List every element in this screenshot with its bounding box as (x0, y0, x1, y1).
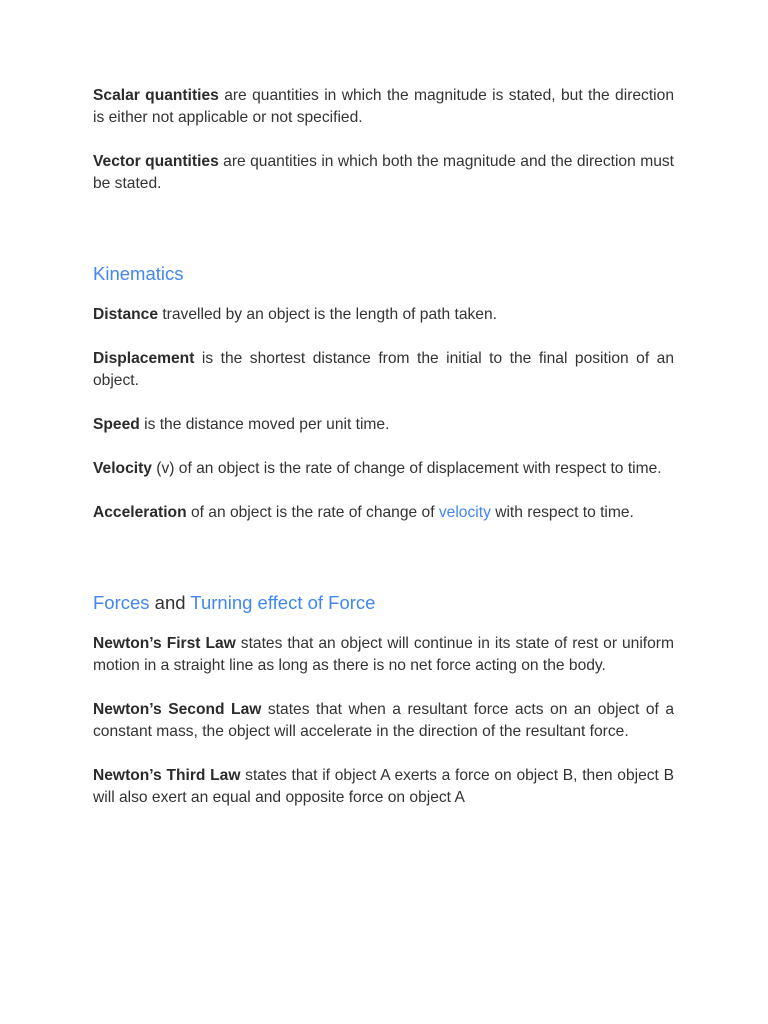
second-law-term: Newton’s Second Law (93, 701, 262, 718)
speed-text: is the distance moved per unit time. (139, 416, 390, 433)
second-law-text: states that when a resultant force acts on an object of a constant mass, the object will accelerate in the direction of the resultant force. (93, 701, 675, 740)
vector-term: Vector quantities (93, 153, 219, 170)
speed-definition (93, 414, 674, 436)
distance-term: Distance (93, 306, 159, 323)
velocity-text: (v) of an object is the rate of change of displacement with respect to time. (151, 460, 662, 477)
velocity-link[interactable]: velocity (438, 504, 491, 521)
vector-text: are quantities in which both the magnitude and the direction must be stated. (93, 153, 674, 192)
second-law-definition (93, 699, 674, 743)
first-law-term: Newton’s First Law (93, 635, 236, 652)
document-page (93, 85, 674, 809)
displacement-definition (93, 348, 674, 392)
velocity-term: Velocity (93, 460, 152, 477)
scalar-definition (93, 85, 674, 129)
scalar-term: Scalar quantities (93, 87, 219, 104)
speed-term: Speed (93, 416, 140, 433)
velocity-definition (93, 458, 674, 480)
displacement-text: is the shortest distance from the initial to the final position of an object. (93, 350, 674, 389)
scalar-text: are quantities in which the magnitude is stated, but the direction is either not applicable or not specified. (93, 87, 674, 126)
third-law-term: Newton’s Third Law (93, 767, 241, 784)
displacement-term: Displacement (93, 350, 195, 367)
turning-effect-link[interactable]: Turning effect of Force (190, 592, 376, 613)
acceleration-text-before: of an object is the rate of change of (186, 504, 439, 521)
acceleration-definition (93, 502, 674, 524)
kinematics-heading[interactable] (93, 262, 674, 286)
third-law-text: states that if object A exerts a force on object B, then object B will also exert an equal and opposite force on object A (93, 767, 674, 806)
distance-definition (93, 304, 674, 326)
distance-text: travelled by an object is the length of path taken. (158, 306, 497, 323)
acceleration-term: Acceleration (93, 504, 187, 521)
acceleration-text-after: with respect to time. (490, 504, 634, 521)
forces-heading-and: and (149, 592, 191, 613)
third-law-definition (93, 765, 674, 809)
first-law-definition (93, 633, 674, 677)
forces-heading (93, 591, 674, 615)
forces-link[interactable]: Forces (93, 592, 150, 613)
kinematics-heading-link[interactable]: Kinematics (93, 263, 184, 284)
first-law-text: states that an object will continue in its state of rest or uniform motion in a straight line as long as there is no net force acting on the body. (93, 635, 674, 674)
vector-definition (93, 151, 674, 195)
